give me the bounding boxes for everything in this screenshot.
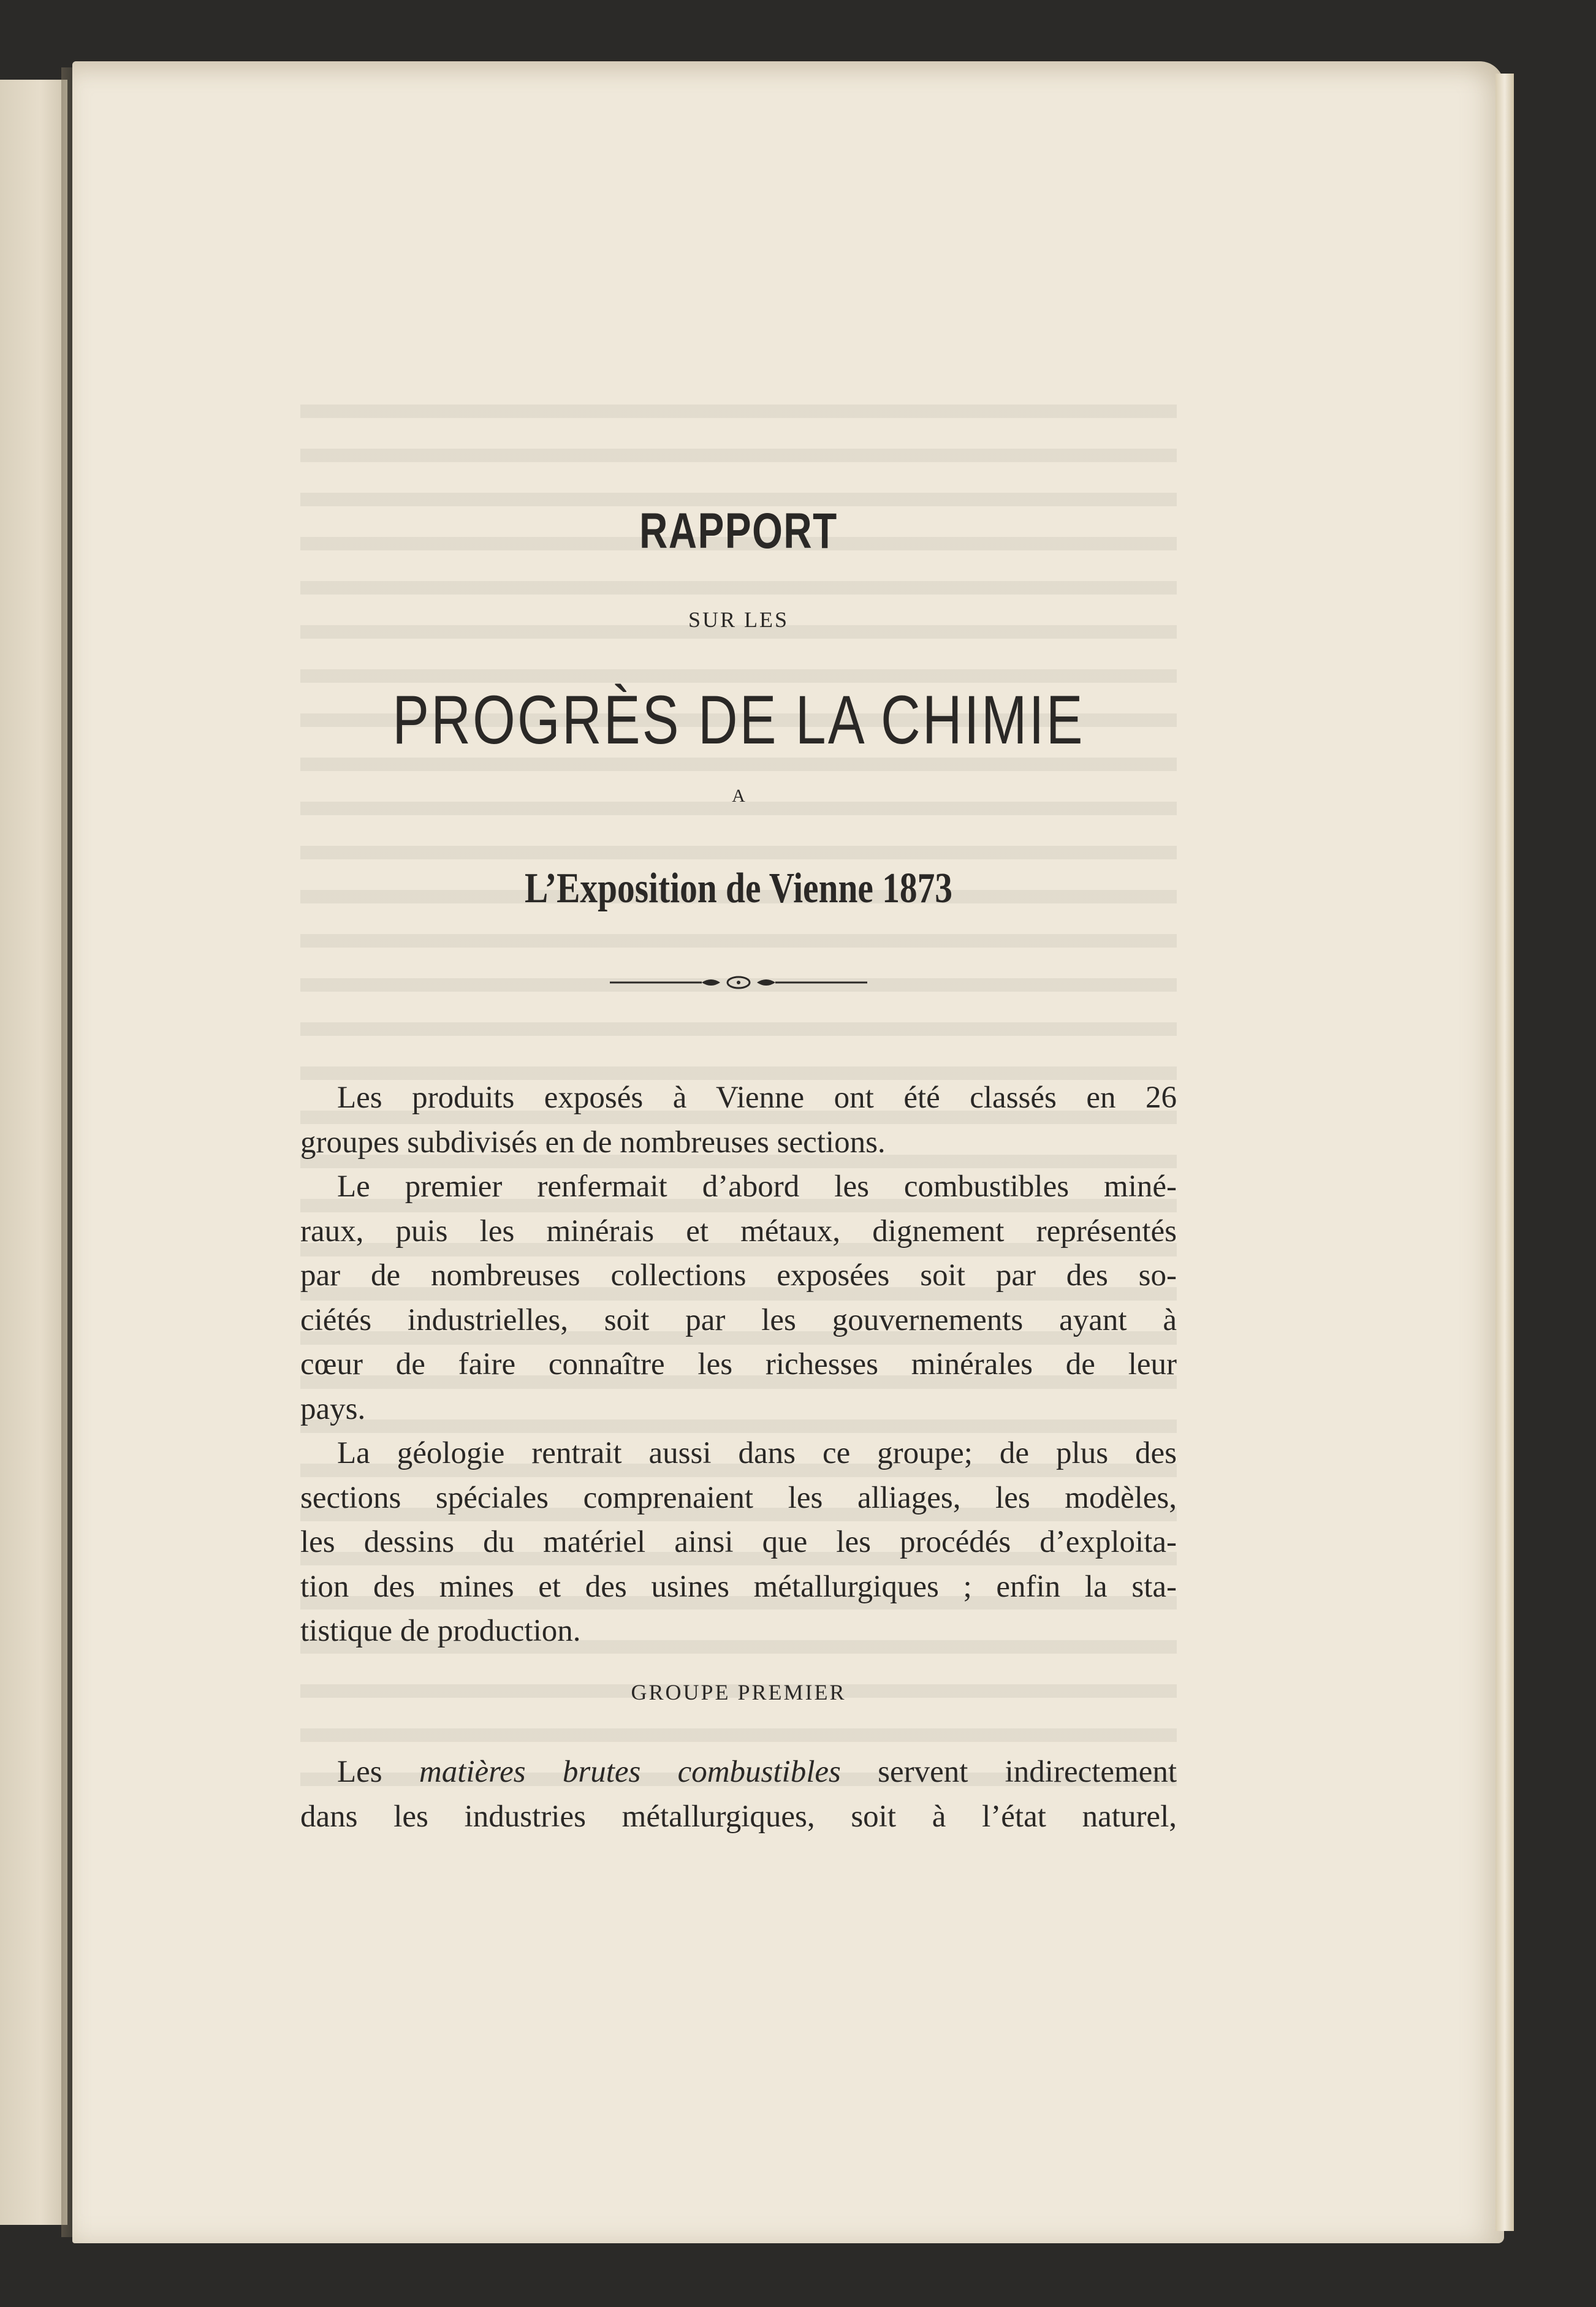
- section-paragraph: [300, 1750, 1177, 1839]
- paragraph-line: sections spéciales comprenaient les alliages, les modèles,: [300, 1480, 1177, 1515]
- paragraph-line: raux, puis les minérais et métaux, dignement représentés: [300, 1214, 1177, 1249]
- paragraph-line: groupes subdivisés en de nombreuses sections.: [300, 1125, 886, 1160]
- paragraph-line: La géologie rentrait aussi dans ce groupe; de plus des: [337, 1436, 1177, 1470]
- report-title: RAPPORT: [639, 503, 838, 559]
- paragraph-line: tistique de production.: [300, 1614, 581, 1648]
- intro-paragraphs: [300, 1076, 1177, 1654]
- italic-term: matières brutes combustibles: [419, 1755, 841, 1789]
- paragraph-line: par de nombreuses collections exposées soit par des so-: [300, 1258, 1177, 1293]
- title-connector: SUR LES: [688, 607, 789, 632]
- paragraph-line: dans les industries métallurgiques, soit à l’état naturel,: [300, 1799, 1177, 1834]
- report-subject: PROGRÈS DE LA CHIMIE: [392, 682, 1085, 758]
- paragraph-line: ciétés industrielles, soit par les gouvernements ayant à: [300, 1302, 1177, 1337]
- exposition-title: L’Exposition de Vienne 1873: [525, 865, 952, 912]
- line-text: servent indirectement: [840, 1755, 1177, 1789]
- paragraph-line: Les produits exposés à Vienne ont été classés en 26: [337, 1081, 1177, 1115]
- paragraph-line: Le premier renfermait d’abord les combustibles miné-: [337, 1169, 1177, 1204]
- paragraph-line: [300, 1750, 1177, 1795]
- paragraph-line: cœur de faire connaître les richesses minérales de leur: [300, 1347, 1177, 1382]
- title-preposition: A: [732, 786, 745, 806]
- ornament-divider-icon: [610, 973, 867, 992]
- paragraph-line: pays.: [300, 1391, 366, 1426]
- paragraph-line: tion des mines et des usines métallurgiques ; enfin la sta-: [300, 1569, 1177, 1604]
- left-page-edge: [0, 80, 67, 2225]
- section-heading: GROUPE PREMIER: [631, 1680, 846, 1705]
- line-text: Les: [337, 1755, 419, 1789]
- page-fore-edge: [1495, 74, 1514, 2231]
- paragraph-line: les dessins du matériel ainsi que les procédés d’exploita-: [300, 1525, 1177, 1559]
